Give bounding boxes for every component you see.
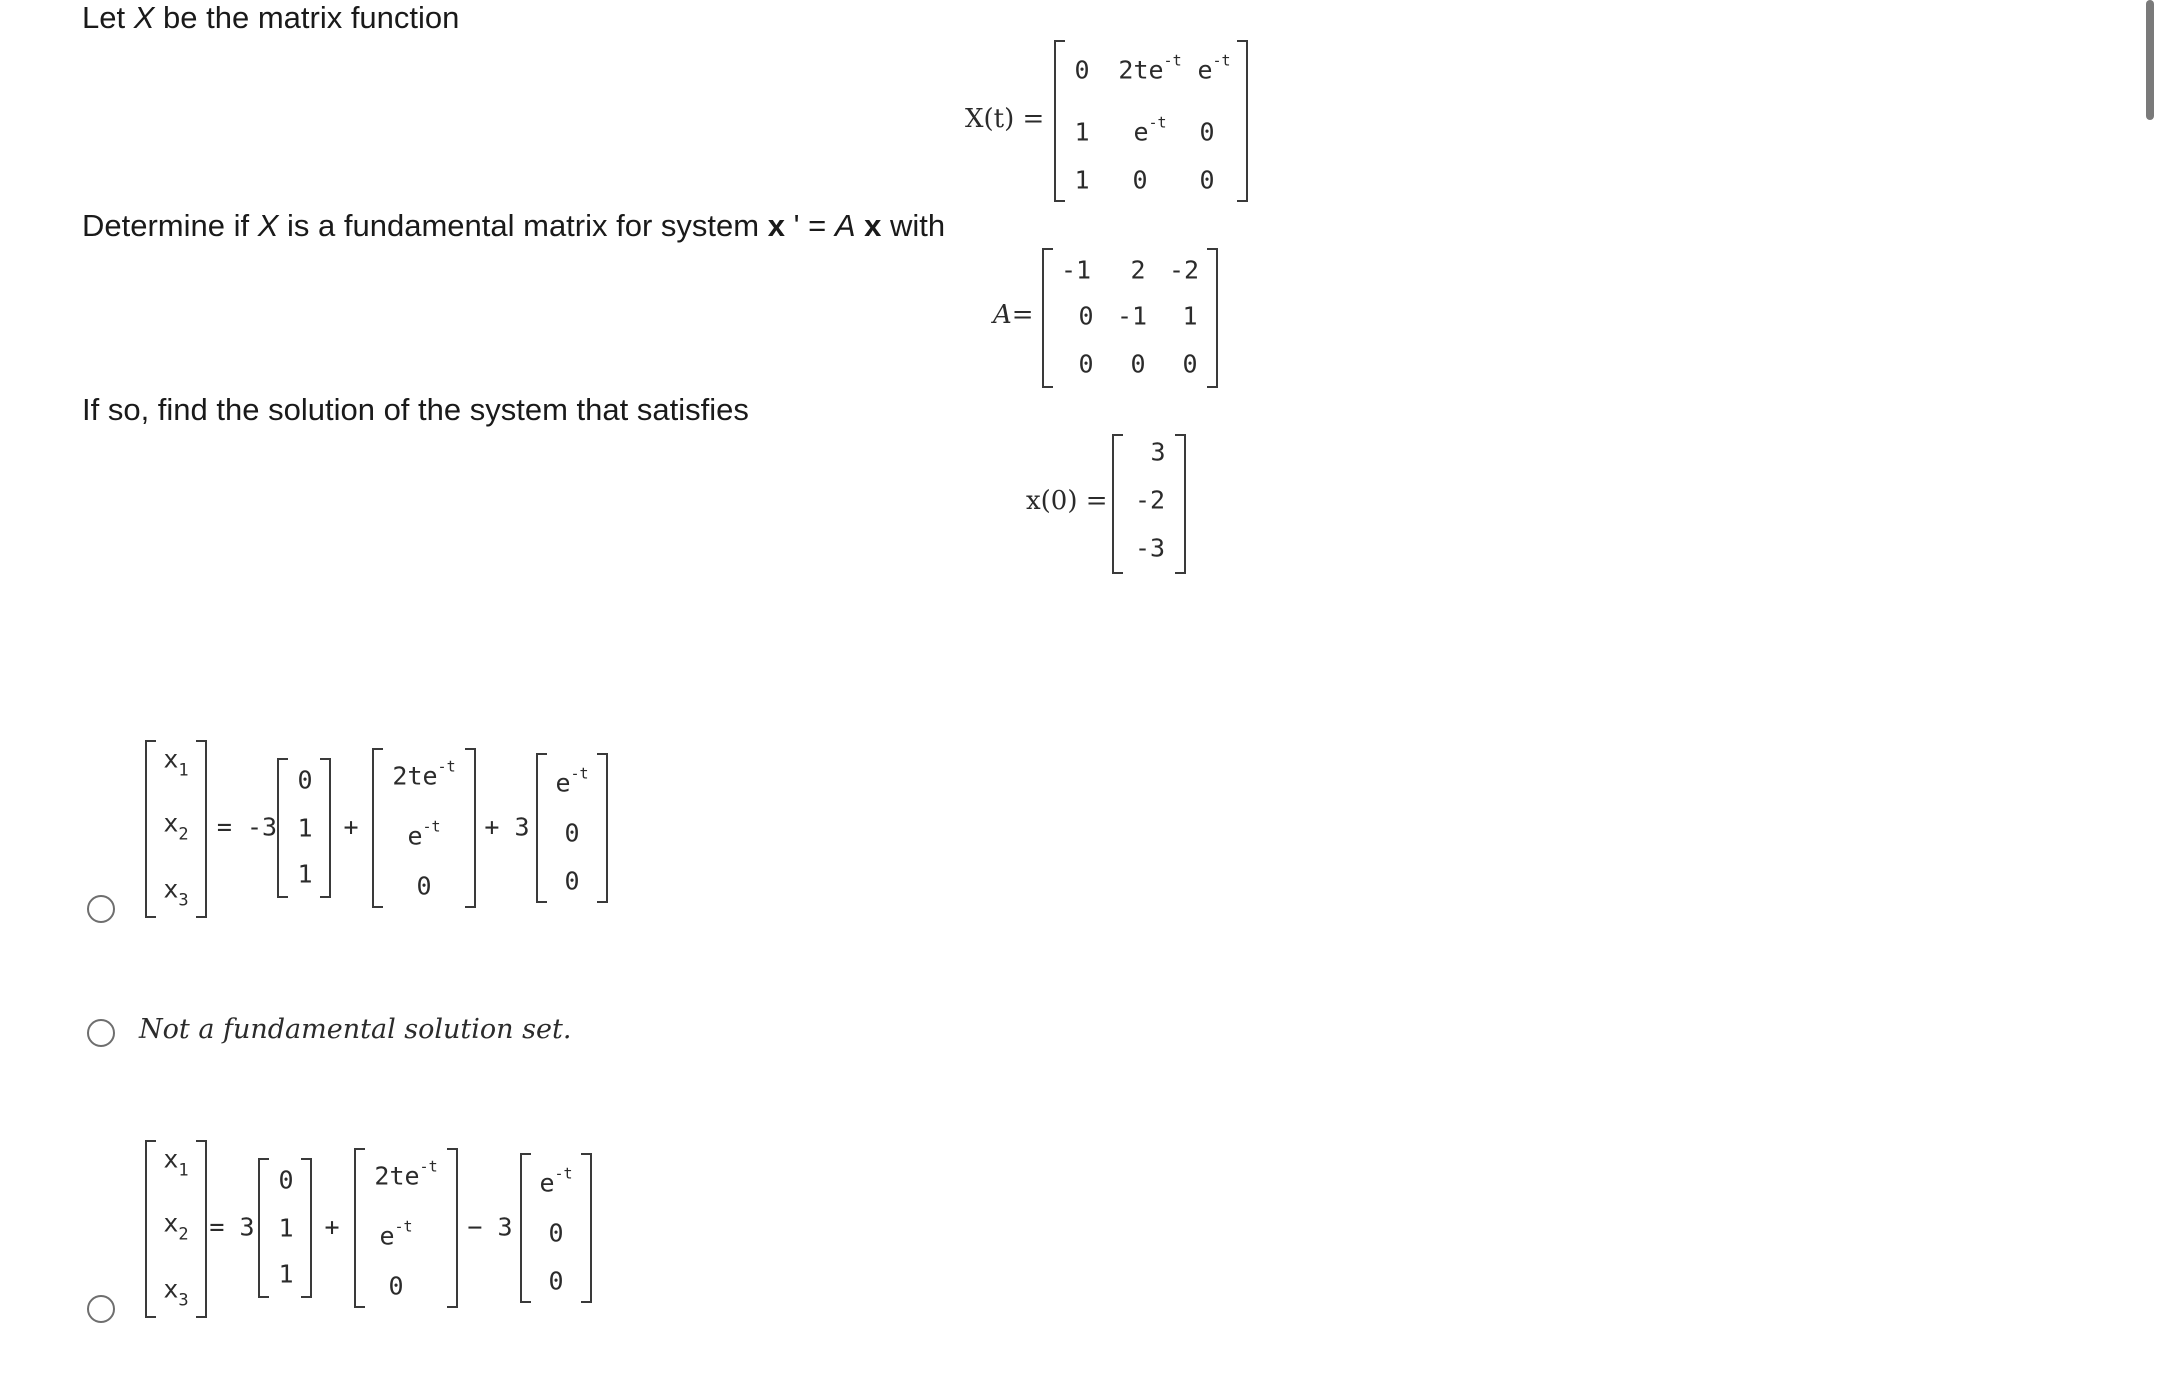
lhs-x3: $x_3$ bbox=[163, 1274, 189, 1311]
matrix-x-label bbox=[965, 106, 1044, 132]
lhs-x1: $x_1$ bbox=[163, 1144, 189, 1181]
vector-cell: 0 bbox=[564, 818, 580, 848]
coef-1: = -3 bbox=[216, 812, 278, 842]
prompt-line-2 bbox=[82, 210, 945, 241]
vector-cell: 0 bbox=[278, 1165, 294, 1195]
vector-cell: $e^{-t}$ bbox=[539, 1164, 573, 1198]
matrix-a-cell: 1 bbox=[1182, 301, 1198, 331]
lhs-vector bbox=[145, 1140, 207, 1318]
matrix-a-cell: -1 bbox=[1116, 301, 1148, 331]
initial-value: -2 bbox=[1134, 485, 1166, 515]
vector-cell: $2te^{-t}$ bbox=[374, 1157, 438, 1191]
lhs-x3: $x_3$ bbox=[163, 874, 189, 911]
matrix-x-cell: $e^{-t}$ bbox=[1197, 51, 1231, 85]
prompt-text: with bbox=[881, 208, 946, 243]
matrix-a-cell: 0 bbox=[1078, 349, 1094, 379]
matrix-x-cell: $2te^{-t}$ bbox=[1118, 51, 1182, 85]
matrix-a-label bbox=[993, 302, 1034, 328]
matrix-a-cell: 2 bbox=[1130, 255, 1146, 285]
op-3: − 3 bbox=[467, 1212, 513, 1242]
choice-1-radio[interactable] bbox=[87, 895, 115, 923]
matrix-x-cell: 0 bbox=[1074, 55, 1090, 85]
vector-cell: 0 bbox=[297, 765, 313, 795]
choice-3-radio[interactable] bbox=[87, 1295, 115, 1323]
vector-cell: $e^{-t}$ bbox=[407, 817, 441, 851]
vector-cell: 0 bbox=[564, 866, 580, 896]
vector-2 bbox=[354, 1148, 458, 1308]
vector-cell: 1 bbox=[297, 859, 313, 889]
vector-cell: $2te^{-t}$ bbox=[392, 757, 456, 791]
initial-value: 3 bbox=[1150, 437, 1166, 467]
bold-x: x bbox=[864, 208, 882, 243]
vector-cell: 1 bbox=[278, 1259, 294, 1289]
op-2: + bbox=[324, 1212, 340, 1242]
matrix-a-cell: -1 bbox=[1060, 255, 1092, 285]
space bbox=[856, 208, 865, 243]
lhs-x2: $x_2$ bbox=[163, 808, 189, 845]
var-a: A bbox=[834, 208, 856, 243]
lhs-x1: $x_1$ bbox=[163, 744, 189, 781]
prompt-text: is a fundamental matrix for system bbox=[278, 208, 768, 243]
vector-cell: 0 bbox=[388, 1271, 404, 1301]
matrix-x-cell: 0 bbox=[1199, 165, 1215, 195]
vector-2 bbox=[372, 748, 476, 908]
prompt-line-3: If so, find the solution of the system that satisfies bbox=[82, 392, 749, 427]
matrix-a bbox=[1042, 248, 1218, 388]
prompt-text: Let bbox=[82, 0, 134, 35]
initial-label-text: x(0) = bbox=[1026, 486, 1108, 516]
initial-value: -3 bbox=[1134, 533, 1166, 563]
choice-2-label[interactable]: Not a fundamental solution set. bbox=[139, 1014, 572, 1045]
vector-cell: $e^{-t}$ bbox=[379, 1217, 413, 1251]
initial-label bbox=[1026, 488, 1108, 514]
scrollbar-thumb[interactable] bbox=[2146, 0, 2154, 120]
bold-x: x bbox=[767, 208, 785, 243]
matrix-a-cell: 0 bbox=[1078, 301, 1094, 331]
matrix-a-label-text: A= bbox=[993, 300, 1034, 330]
matrix-x-cell: 0 bbox=[1132, 165, 1148, 195]
vector-cell: $e^{-t}$ bbox=[555, 764, 589, 798]
matrix-x bbox=[1054, 40, 1248, 202]
prompt-text: be the matrix function bbox=[154, 0, 460, 35]
vector-cell: 0 bbox=[416, 871, 432, 901]
prompt-text: Determine if bbox=[82, 208, 258, 243]
lhs-vector bbox=[145, 740, 207, 918]
matrix-a-cell: 0 bbox=[1182, 349, 1198, 379]
vector-cell: 0 bbox=[548, 1218, 564, 1248]
coef-1: = 3 bbox=[209, 1212, 255, 1242]
prompt-line-1 bbox=[82, 2, 459, 33]
op-3: + 3 bbox=[484, 812, 530, 842]
var-x: X bbox=[133, 0, 155, 35]
choice-2-radio[interactable] bbox=[87, 1019, 115, 1047]
matrix-x-cell: $e^{-t}$ bbox=[1133, 113, 1167, 147]
matrix-x-cell: 0 bbox=[1199, 117, 1215, 147]
matrix-x-cell: 1 bbox=[1074, 117, 1090, 147]
vector-cell: 0 bbox=[548, 1266, 564, 1296]
vector-cell: 1 bbox=[278, 1213, 294, 1243]
var-x: X bbox=[257, 208, 279, 243]
matrix-x-cell: 1 bbox=[1074, 165, 1090, 195]
vector-cell: 1 bbox=[297, 813, 313, 843]
vector-1 bbox=[258, 1158, 312, 1298]
vector-3 bbox=[520, 1153, 592, 1303]
matrix-x-label-text: X(t) = bbox=[965, 104, 1045, 134]
lhs-x2: $x_2$ bbox=[163, 1208, 189, 1245]
op-2: + bbox=[343, 812, 359, 842]
matrix-a-cell: -2 bbox=[1168, 255, 1200, 285]
initial-vector bbox=[1112, 434, 1186, 574]
matrix-a-cell: 0 bbox=[1130, 349, 1146, 379]
vector-1 bbox=[277, 758, 331, 898]
vector-3 bbox=[536, 753, 608, 903]
prompt-text: ' = bbox=[784, 208, 835, 243]
